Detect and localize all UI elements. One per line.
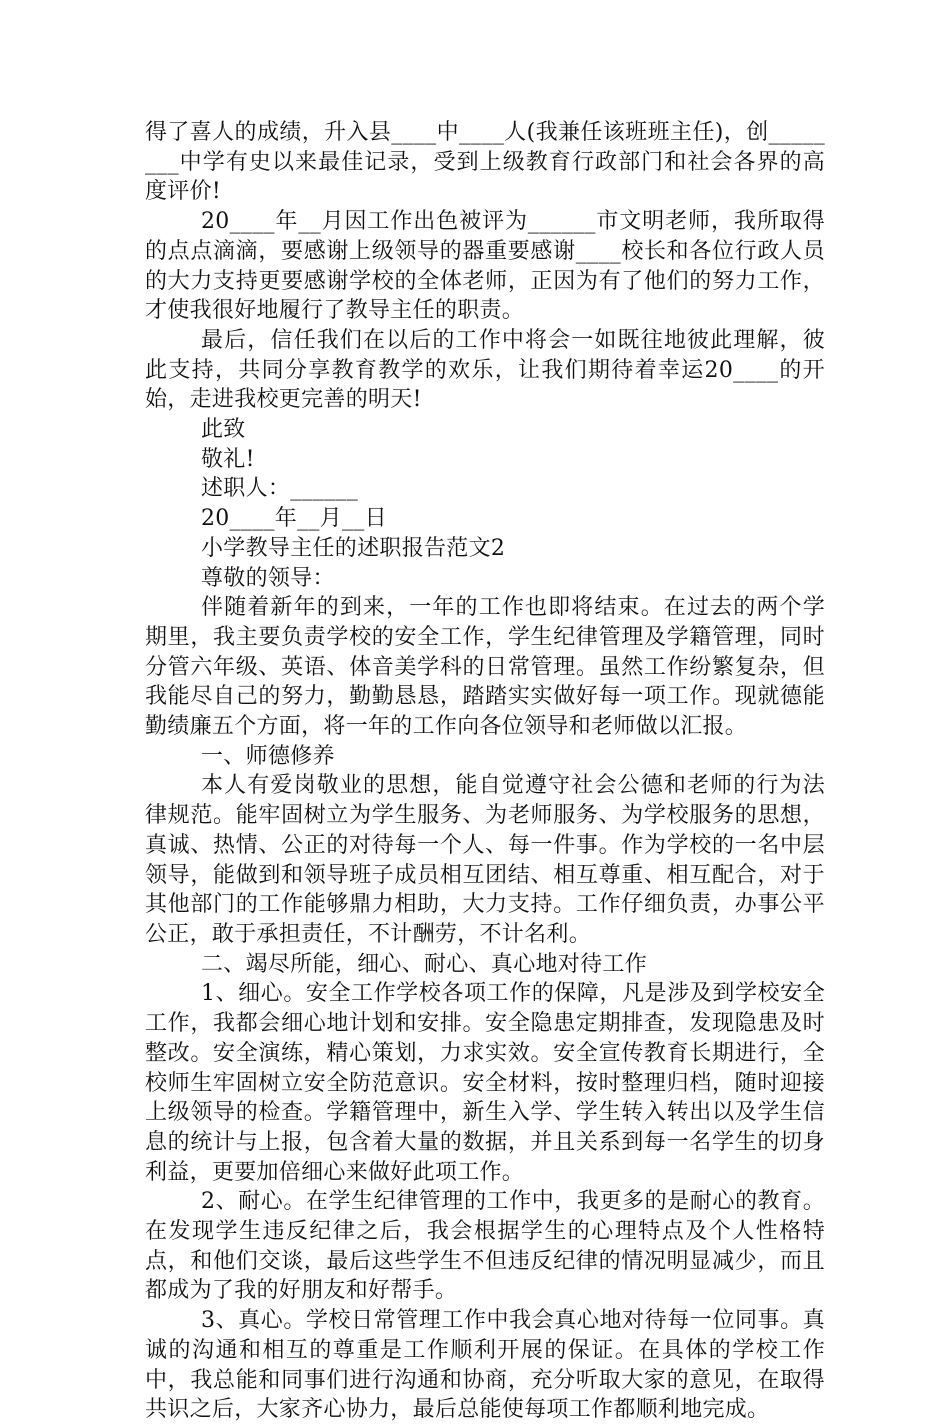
closing-salutation: 此致 (201, 417, 246, 443)
section-title: 小学教导主任的述职报告范文2 (201, 535, 506, 561)
paragraph-award: 20____年__月因工作出色被评为______市文明老师，我所取得的点点滴滴，要感谢上级领导的器重要感谢____校长和各位行政人员的大力支持更要感谢学校的全体老师，正因为有了他们的努力工作，才使我很好地履行了教导主任的职责。 (145, 209, 825, 324)
closing-regards: 敬礼! (201, 446, 255, 472)
paragraph-patience: 2、耐心。在学生纪律管理的工作中，我更多的是耐心的教育。在发现学生违反纪律之后，我会根据学生的心理特点及个人性格特点，和他们交谈，最后这些学生不但违反纪律的情况明显减少，而且都成为了我的好朋友和好帮手。 (145, 1189, 825, 1304)
heading-ethics: 一、师德修养 (201, 743, 335, 769)
document-body (145, 118, 825, 1425)
paragraph-introduction: 伴随着新年的到来，一年的工作也即将结束。在过去的两个学期里，我主要负责学校的安全工作，学生纪律管理及学籍管理，同时分管六年级、英语、体音美学科的日常管理。虽然工作纷繁复杂，但我能尽自己的努力，勤勤恳恳，踏踏实实做好每一项工作。现就德能勤绩廉五个方面，将一年的工作向各位领导和老师做以汇报。 (145, 595, 825, 740)
paragraph-continuation: 得了喜人的成绩，升入县____中____人(我兼任该班班主任)，创________中学有史以来最佳记录，受到上级教育行政部门和社会各界的高度评价! (145, 120, 825, 205)
greeting: 尊敬的领导： (201, 565, 335, 591)
signature-line: 述职人：______ (201, 476, 359, 502)
paragraph-conclusion: 最后，信任我们在以后的工作中将会一如既往地彼此理解，彼此支持，共同分享教育教学的欢乐，让我们期待着幸运20____的开始，走进我校更完善的明天! (145, 327, 825, 413)
paragraph-sincerity: 3、真心。学校日常管理工作中我会真心地对待每一位同事。真诚的沟通和相互的尊重是工作顺利开展的保证。在具体的学校工作中，我总能和同事们进行沟通和协商，充分听取大家的意见，在取得共识之后，大家齐心协力，最后总能使每项工作都顺利地完成。 (145, 1308, 825, 1423)
heading-dedication: 二、竭尽所能，细心、耐心、真心地对待工作 (201, 951, 648, 977)
paragraph-carefulness: 1、细心。安全工作学校各项工作的保障，凡是涉及到学校安全工作，我都会细心地计划和安排。安全隐患定期排查，发现隐患及时整改。安全演练，精心策划，力求实效。安全宣传教育长期进行，全校师生牢固树立安全防范意识。安全材料，按时整理归档，随时迎接上级领导的检查。学籍管理中，新生入学、学生转入转出以及学生信息的统计与上报，包含着大量的数据，并且关系到每一名学生的切身利益，更要加倍细心来做好此项工作。 (145, 981, 825, 1185)
paragraph-ethics: 本人有爱岗敬业的思想，能自觉遵守社会公德和老师的行为法律规范。能牢固树立为学生服务、为老师服务、为学校服务的思想，真诚、热情、公正的对待每一个人、每一件事。作为学校的一名中层领导，能做到和领导班子成员相互团结、相互尊重、相互配合，对于其他部门的工作能够鼎力相助，大力支持。工作仔细负责，办事公平公正，敢于承担责任，不计酬劳，不计名利。 (145, 773, 825, 947)
date-line: 20____年__月__日 (201, 506, 387, 532)
